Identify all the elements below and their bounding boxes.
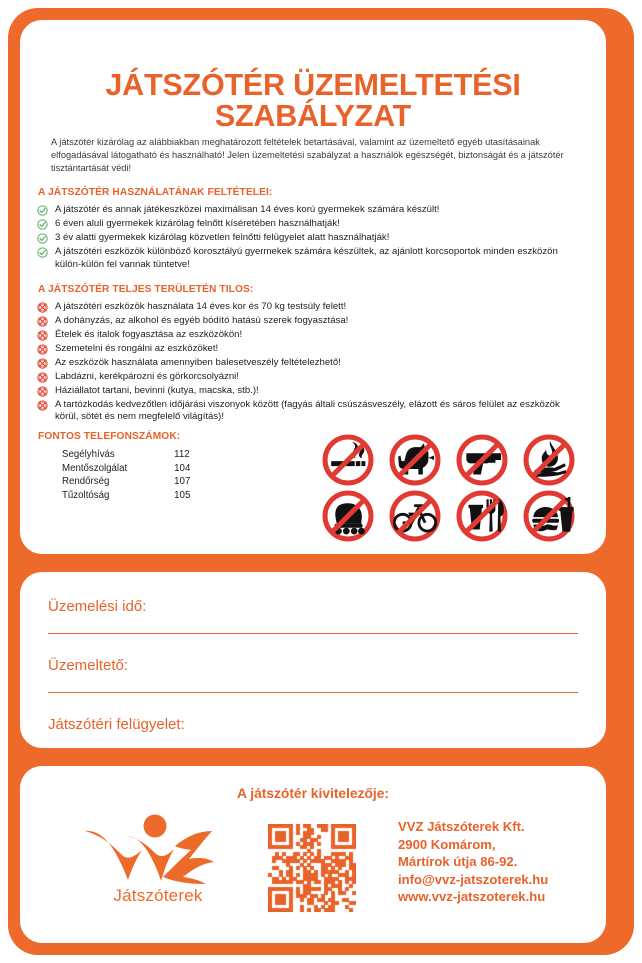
- prohibited-icon: [37, 400, 48, 411]
- supervision-label: Játszótéri felügyelet:: [48, 716, 185, 733]
- condition-text: 6 éven aluli gyermekek kizárólag felnőtt kíséretében használhatják!: [55, 217, 340, 229]
- page-title: JÁTSZÓTÉR ÜZEMELTETÉSI SZABÁLYZAT: [105, 68, 521, 133]
- address-line: Mártírok útja 86-92.: [398, 854, 518, 870]
- check-circle-icon: [37, 205, 48, 216]
- prohibited-icon: [37, 330, 48, 341]
- phones-heading: FONTOS TELEFONSZÁMOK:: [38, 431, 181, 442]
- prohibition-text: A dohányzás, az alkohol és egyéb bódító hatású szerek fogyasztása!: [55, 314, 349, 326]
- prohibition-item: [36, 315, 584, 328]
- condition-item: [36, 218, 584, 231]
- operating-hours-write-line: [48, 633, 578, 634]
- prohibition-text: Az eszközök használata amennyiben balesetveszély feltételezhető!: [55, 356, 341, 368]
- prohibition-text: Ételek és italok fogyasztása az eszközökön!: [55, 328, 243, 340]
- check-circle-icon: [37, 233, 48, 244]
- no-open-fire-icon: [521, 432, 584, 488]
- qr-code[interactable]: [268, 824, 356, 912]
- condition-text: 3 év alatti gyermekek kizárólag közvetlen felnőtti felügyelet alatt használhatják!: [55, 231, 390, 243]
- fill-in-fields-panel: [20, 572, 606, 748]
- prohibited-heading: A JÁTSZÓTÉR TELJES TERÜLETÉN TILOS:: [38, 284, 254, 295]
- phone-number: 105: [174, 489, 191, 501]
- prohibition-item: [36, 329, 584, 342]
- prohibition-text: Szemetelni és rongálni az eszközöket!: [55, 342, 219, 354]
- prohibition-item: [36, 385, 584, 398]
- prohibition-text: Háziállatot tartani, bevinni (kutya, macska, stb.)!: [55, 384, 259, 396]
- no-drinks-and-cutlery-icon: [454, 488, 517, 544]
- operator-write-line: [48, 692, 578, 693]
- no-rollerblades-icon: [320, 488, 383, 544]
- prohibition-item: [36, 301, 584, 314]
- prohibition-item: [36, 399, 584, 424]
- condition-item: [36, 232, 584, 245]
- address-line: www.vvz-jatszoterek.hu: [398, 889, 546, 905]
- no-guns-icon: [454, 432, 517, 488]
- prohibited-icon: [37, 302, 48, 313]
- address-line: info@vvz-jatszoterek.hu: [398, 871, 549, 887]
- prohibited-icon: [37, 358, 48, 369]
- prohibition-item: [36, 357, 584, 370]
- phone-number: 107: [174, 476, 191, 488]
- conditions-list: [36, 204, 584, 273]
- prohibition-icon-grid: [320, 432, 590, 544]
- intro-paragraph: A játszótér kizárólag az alábbiakban meghatározott feltételek betartásával, valamint az üzemeltető egyéb utasításainak elfogadásával látogatható és használható! Jelen üzemeltetési szabályzat a használók egészségét, biztonságát és a játszótér tisztántartását védi!: [51, 137, 564, 174]
- rules-panel: [20, 20, 606, 554]
- vvz-logo-wordmark: Játszóterek: [113, 886, 203, 905]
- condition-item: [36, 246, 584, 271]
- condition-item: [36, 204, 584, 217]
- prohibited-list: [36, 301, 584, 425]
- no-smoking-icon: [320, 432, 383, 488]
- vvz-figure-logo-icon: [83, 814, 233, 888]
- table-row: [62, 475, 190, 489]
- phone-number: 104: [174, 462, 191, 474]
- vvz-logo-block: [68, 814, 248, 906]
- table-row: [62, 489, 190, 503]
- no-food-icon: [521, 488, 584, 544]
- contractor-heading: A játszótér kivitelezője:: [236, 786, 390, 801]
- phone-service-name: Segélyhívás: [62, 449, 115, 460]
- conditions-heading: A JÁTSZÓTÉR HASZNÁLATÁNAK FELTÉTELEI:: [38, 187, 273, 198]
- phone-service-name: Tűzoltóság: [62, 489, 110, 501]
- check-circle-icon: [37, 219, 48, 230]
- no-bicycles-icon: [387, 488, 450, 544]
- condition-text: A játszótéri eszközök különböző korosztályú gyermekek számára készültek, az ajánlott korcsoportok minden eszközön külön-külön fel vannak tüntetve!: [55, 245, 558, 270]
- contractor-address: [398, 818, 548, 906]
- no-dogs-icon: [387, 432, 450, 488]
- emergency-phone-table: [62, 448, 190, 502]
- contractor-panel: [20, 766, 606, 943]
- check-circle-icon: [37, 247, 48, 258]
- prohibited-icon: [37, 386, 48, 397]
- prohibition-item: [36, 343, 584, 356]
- phone-service-name: Mentőszolgálat: [62, 462, 128, 474]
- condition-text: A játszótér és annak játékeszközei maximálisan 14 éves korú gyermekek számára készült!: [55, 204, 440, 215]
- prohibition-text: A játszótéri eszközök használata 14 éves kor és 70 kg testsúly felett!: [55, 301, 347, 312]
- operator-label: Üzemeltető:: [48, 657, 129, 674]
- address-line: 2900 Komárom,: [398, 836, 496, 852]
- phone-number: 112: [174, 449, 190, 460]
- table-row: [62, 448, 190, 462]
- operating-hours-label: Üzemelési idő:: [48, 598, 147, 615]
- prohibited-icon: [37, 344, 48, 355]
- prohibition-text: Labdázni, kerékpározni és görkorcsolyázni!: [55, 370, 239, 382]
- prohibition-item: [36, 371, 584, 384]
- prohibited-icon: [37, 372, 48, 383]
- prohibition-text: A tartózkodás kedvezőtlen időjárási viszonyok között (fagyás általi csúszásveszély, elázott és sáros felület az eszközök körül, sötét és nem megfelelő világítás)!: [55, 398, 560, 423]
- phone-service-name: Rendőrség: [62, 476, 110, 488]
- prohibited-icon: [37, 316, 48, 327]
- address-line: VVZ Játszóterek Kft.: [398, 819, 525, 834]
- table-row: [62, 462, 190, 476]
